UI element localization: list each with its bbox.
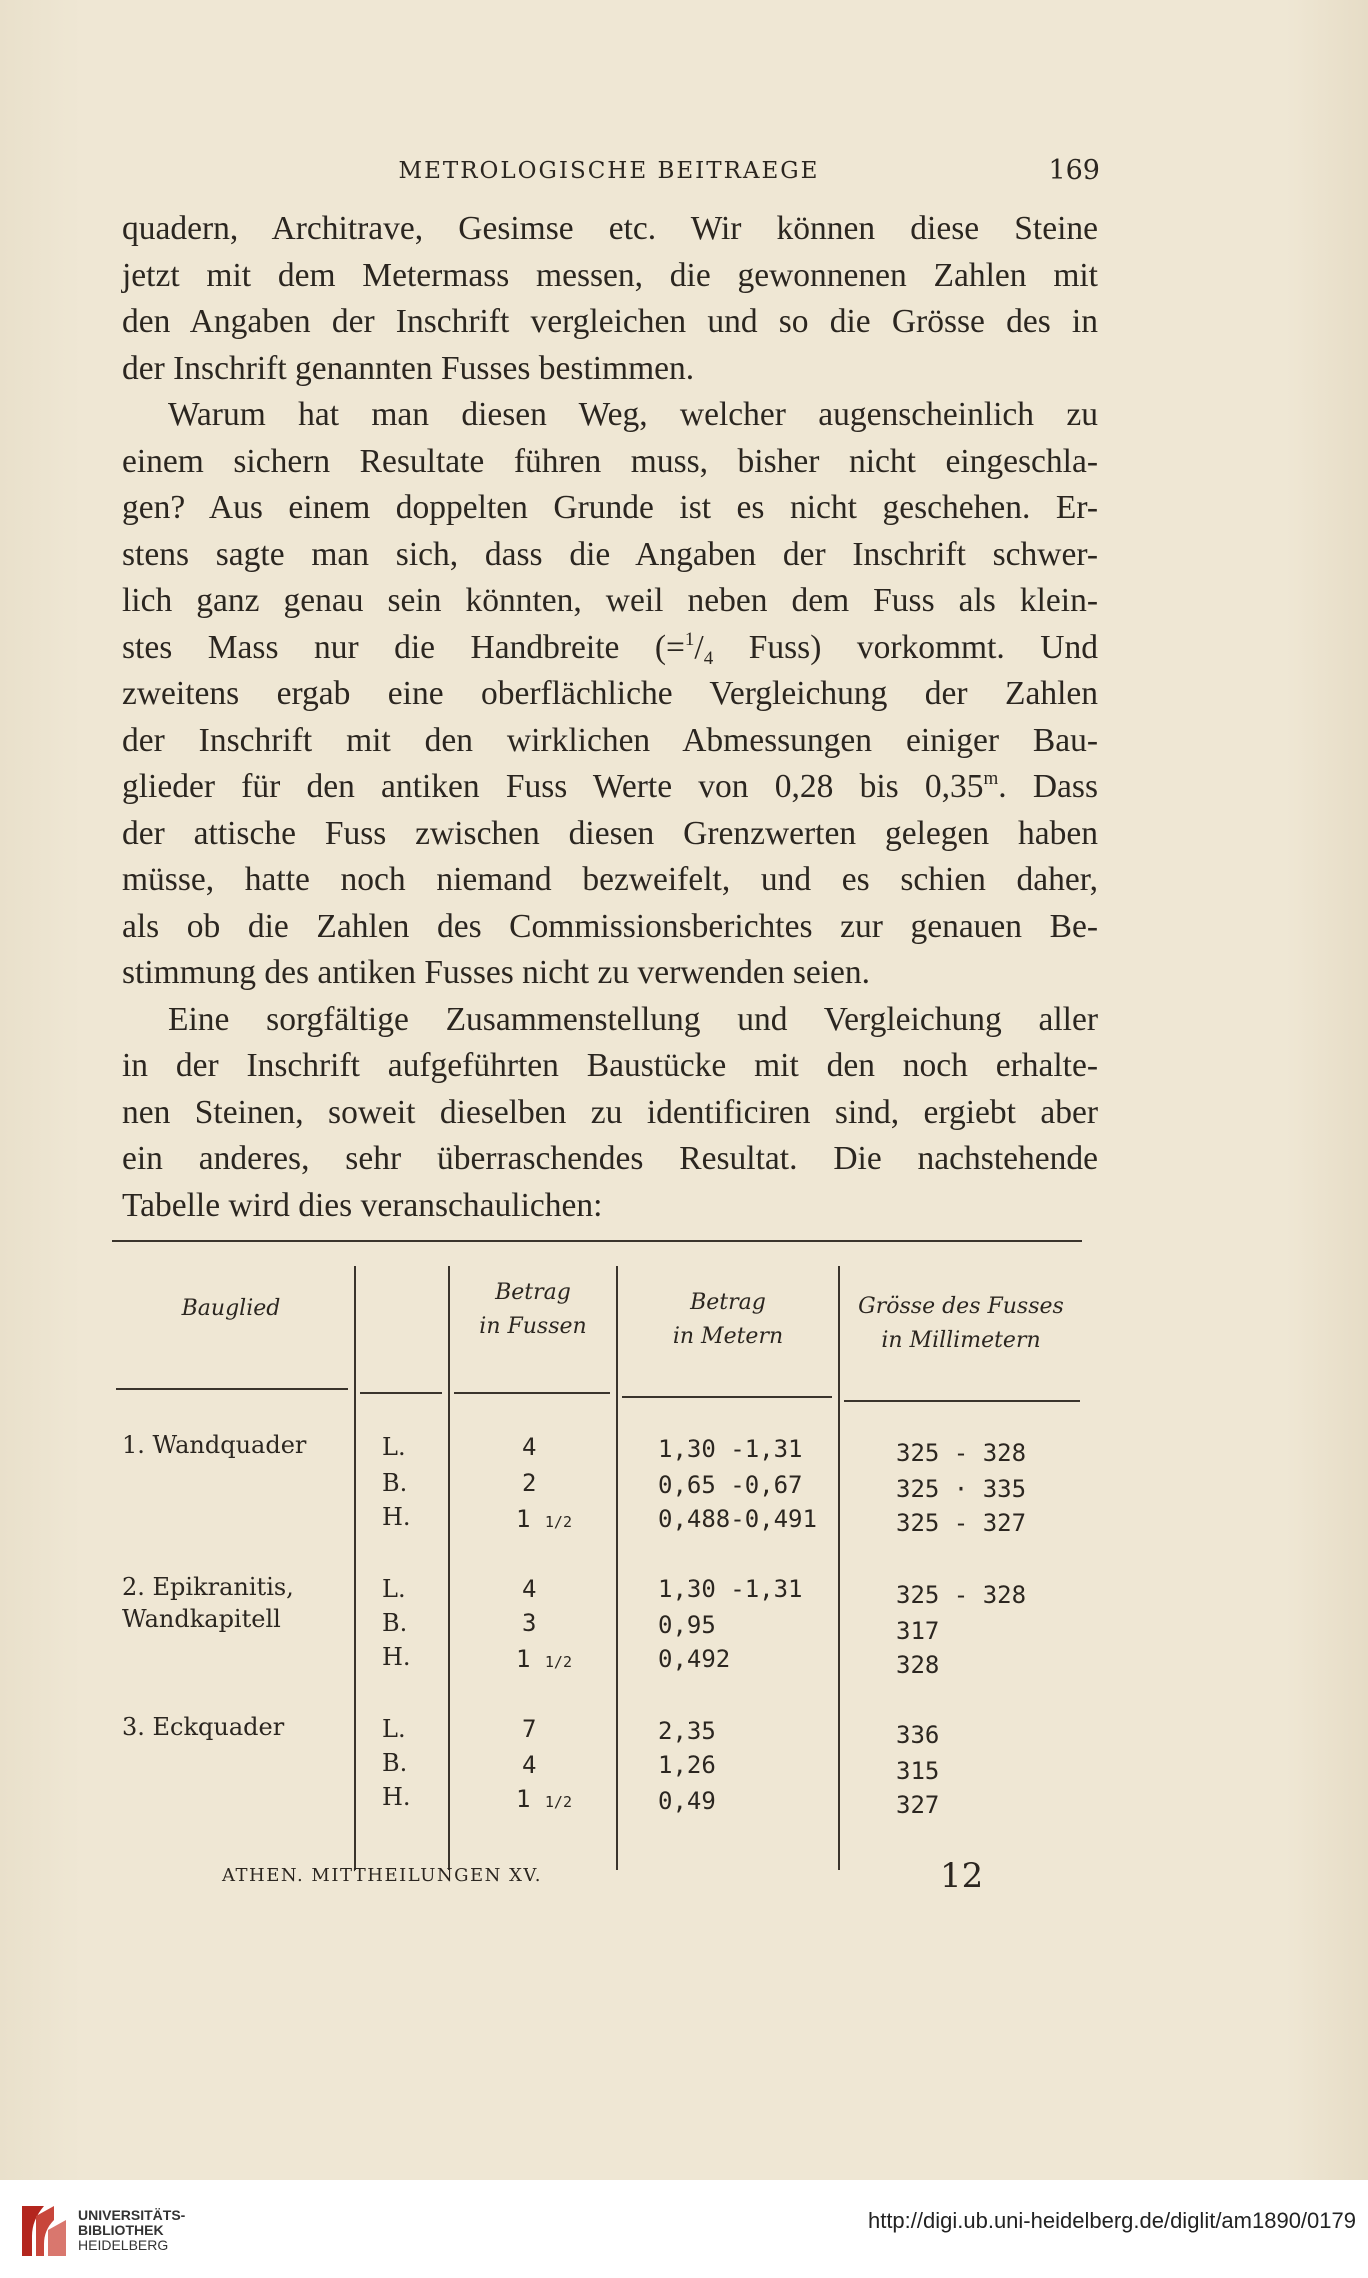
text-line: lich ganz genau sein könnten, weil neben dem Fuss als klein- bbox=[122, 582, 1098, 619]
feet-value: 4 bbox=[522, 1433, 537, 1461]
text-line: Eine sorgfältige Zusammenstellung und Vergleichung aller bbox=[168, 1000, 1098, 1038]
column-divider bbox=[616, 1266, 618, 1870]
permalink-url[interactable]: http://digi.ub.uni-heidelberg.de/diglit/am1890/0179 bbox=[867, 2208, 1356, 2233]
dimension-label: B. bbox=[382, 1609, 408, 1637]
dimension-label: H. bbox=[382, 1503, 411, 1531]
feet-fraction: 1/2 bbox=[544, 1793, 572, 1811]
meters-value: 2,35 bbox=[658, 1717, 716, 1745]
bauglied-label: Wandkapitell bbox=[122, 1605, 281, 1633]
dimension-label: L. bbox=[382, 1575, 406, 1603]
feet-value bbox=[516, 1502, 572, 1541]
text-line: jetzt mit dem Metermass messen, die gewonnenen Zahlen mit bbox=[122, 256, 1098, 294]
sheet-number: 12 bbox=[940, 1856, 984, 1896]
mm-value: 327 bbox=[896, 1791, 940, 1819]
text-line: stimmung des antiken Fusses nicht zu verwenden seien. bbox=[122, 954, 871, 991]
bauglied-label: 2. Epikranitis, bbox=[122, 1573, 294, 1601]
feet-value: 7 bbox=[522, 1715, 537, 1743]
feet-fraction: 1/2 bbox=[544, 1513, 572, 1531]
text-line: zweitens ergab eine oberflächliche Vergleichung der Zahlen bbox=[122, 675, 1098, 712]
text-line: der Inschrift genannten Fusses bestimmen. bbox=[122, 349, 695, 387]
library-name-line: BIBLIOTHEK bbox=[78, 2222, 164, 2238]
text-fragment: glieder für den antiken Fuss Werte von 0,28 bis 0,35 bbox=[122, 768, 984, 805]
running-head-title: METROLOGISCHE BEITRAEGE bbox=[398, 158, 820, 184]
feet-value: 4 bbox=[522, 1751, 537, 1779]
body-text bbox=[122, 206, 1098, 1229]
meters-value: 1,30 -1,31 bbox=[658, 1575, 803, 1603]
meter-superscript: m bbox=[983, 768, 999, 789]
dimension-label: B. bbox=[382, 1469, 408, 1497]
feet-value: 4 bbox=[522, 1575, 537, 1603]
bauglied-label: 1. Wandquader bbox=[122, 1431, 307, 1459]
meters-value: 1,26 bbox=[658, 1751, 716, 1779]
text-line: in der Inschrift aufgeführten Baustücke mit den noch erhalte- bbox=[122, 1047, 1098, 1084]
text-line: einem sichern Resultate führen muss, bisher nicht eingeschla- bbox=[122, 442, 1098, 480]
library-name bbox=[78, 2208, 185, 2253]
meters-value: 0,49 bbox=[658, 1787, 716, 1815]
dimension-label: L. bbox=[382, 1433, 406, 1461]
header-size-1: Grösse des Fusses bbox=[858, 1294, 1064, 1319]
library-name-line: HEIDELBERG bbox=[78, 2237, 169, 2253]
measurement-table bbox=[112, 1240, 1080, 1870]
feet-whole: 1 bbox=[516, 1505, 545, 1533]
meters-value: 0,65 -0,67 bbox=[658, 1471, 803, 1499]
mm-value: 325 - 328 bbox=[896, 1581, 1027, 1609]
text-line: der Inschrift mit den wirklichen Abmessungen einiger Bau- bbox=[122, 721, 1098, 759]
header-rule bbox=[360, 1392, 442, 1394]
mm-value: 328 bbox=[896, 1651, 940, 1679]
table-top-rule bbox=[112, 1240, 1082, 1242]
feet-value bbox=[516, 1782, 572, 1821]
signature-mark: ATHEN. MITTHEILUNGEN XV. bbox=[222, 1865, 543, 1886]
feet-fraction: 1/2 bbox=[544, 1653, 572, 1671]
column-divider bbox=[448, 1266, 450, 1870]
header-bauglied: Bauglied bbox=[181, 1296, 281, 1321]
text-line: ein anderes, sehr überraschendes Resultat. Die nachstehende bbox=[122, 1140, 1098, 1177]
text-fragment: . Dass bbox=[998, 768, 1098, 805]
dimension-label: H. bbox=[382, 1783, 411, 1811]
mm-value: 325 - 327 bbox=[896, 1509, 1027, 1537]
mm-value: 325 - 328 bbox=[896, 1439, 1027, 1467]
text-line: gen? Aus einem doppelten Grunde ist es nicht geschehen. Er- bbox=[122, 489, 1098, 526]
meters-value: 1,30 -1,31 bbox=[658, 1435, 803, 1463]
dimension-label: H. bbox=[382, 1643, 411, 1671]
mm-value: 315 bbox=[896, 1757, 940, 1785]
text-line-with-fraction: stes Mass nur die Handbreite ($=^1/_4$ Fuss) vorkommt. Und bbox=[122, 628, 1098, 669]
text-fragment: stes Mass nur die Handbreite (= bbox=[122, 628, 685, 666]
header-meters-1: Betrag bbox=[690, 1290, 766, 1315]
column-divider bbox=[354, 1266, 356, 1870]
feet-whole: 1 bbox=[516, 1645, 545, 1673]
meters-value: 0,95 bbox=[658, 1611, 716, 1639]
text-line: als ob die Zahlen des Commissionsberichtes zur genauen Be- bbox=[122, 907, 1098, 945]
dimension-label: B. bbox=[382, 1749, 408, 1777]
text-line: quadern, Architrave, Gesimse etc. Wir können diese Steine bbox=[122, 210, 1098, 247]
meters-value: 0,492 bbox=[658, 1645, 731, 1673]
fraction-numerator: 1 bbox=[684, 628, 695, 650]
header-rule bbox=[454, 1392, 610, 1394]
text-line-with-unit bbox=[122, 764, 1098, 811]
feet-value: 3 bbox=[522, 1609, 537, 1637]
header-feet-2: in Fussen bbox=[479, 1314, 587, 1339]
dimension-label: L. bbox=[382, 1715, 406, 1743]
mm-value: 317 bbox=[896, 1617, 940, 1645]
feet-value bbox=[516, 1642, 572, 1681]
header-rule bbox=[116, 1388, 348, 1390]
header-rule bbox=[844, 1400, 1080, 1402]
text-line: Tabelle wird dies veranschaulichen: bbox=[122, 1186, 603, 1224]
text-line: Warum hat man diesen Weg, welcher augenscheinlich zu bbox=[168, 396, 1098, 433]
text-line: der attische Fuss zwischen diesen Grenzwerten gelegen haben bbox=[122, 814, 1098, 852]
text-line: stens sagte man sich, dass die Angaben der Inschrift schwer- bbox=[122, 535, 1098, 573]
text-line: den Angaben der Inschrift vergleichen und so die Grösse des in bbox=[122, 303, 1098, 340]
bauglied-label: 3. Eckquader bbox=[122, 1713, 285, 1741]
footer-bar bbox=[0, 2180, 1368, 2278]
mm-value: 336 bbox=[896, 1721, 940, 1749]
header-feet-1: Betrag bbox=[495, 1280, 571, 1305]
text-fragment: Fuss) vorkommt. Und bbox=[748, 628, 1098, 666]
header-meters-2: in Metern bbox=[672, 1324, 784, 1349]
fraction-denominator: 4 bbox=[703, 647, 714, 669]
header-rule bbox=[622, 1396, 832, 1398]
text-line: nen Steinen, soweit dieselben zu identificiren sind, ergiebt aber bbox=[122, 1093, 1098, 1131]
mm-value: 325 · 335 bbox=[896, 1475, 1027, 1503]
header-size-2: in Millimetern bbox=[881, 1328, 1041, 1353]
page-number: 169 bbox=[1048, 155, 1100, 186]
library-logo-icon bbox=[14, 2200, 74, 2262]
running-head bbox=[118, 155, 1100, 198]
feet-value: 2 bbox=[522, 1469, 537, 1497]
library-name-line: UNIVERSITÄTS- bbox=[78, 2207, 186, 2223]
feet-whole: 1 bbox=[516, 1785, 545, 1813]
meters-value: 0,488-0,491 bbox=[658, 1505, 817, 1533]
text-line: müsse, hatte noch niemand bezweifelt, und es schien daher, bbox=[122, 861, 1098, 898]
